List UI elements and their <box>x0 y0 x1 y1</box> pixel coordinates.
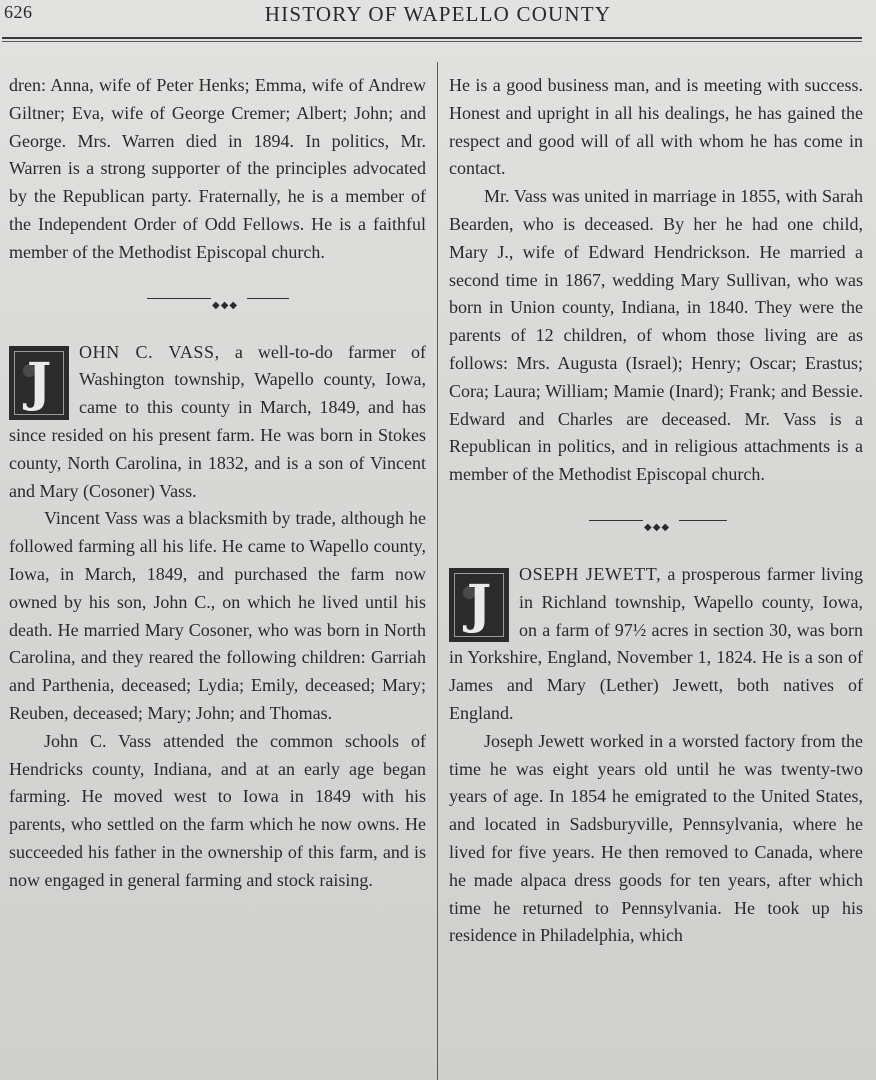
vass-paragraph-2: Vincent Vass was a blacksmith by trade, although he followed farming all his life. He came to Wapello county, Iowa, in March, 1849, and purchased the farm now owned by his son, John C., on which he lived until his death. He married Mary Cosoner, who was born in North Carolina, and they reared the following children: Garriah and Parthenia, deceased; Lydia; Emily, deceased; Mary; Reuben, deceased; Mary; John; and Thomas. <box>9 508 426 723</box>
vass-intro-text: a well-to-do farmer of Washington township, Wapello county, Iowa, came to this county in March, 1849, and has since resided on his present farm. He was born in Stokes county, North Carolina, in 1832, and is a son of Vincent and Mary (Cosoner) Vass. <box>9 341 426 501</box>
right-column <box>449 72 863 950</box>
left-column <box>9 72 426 895</box>
running-title: HISTORY OF WAPELLO COUNTY <box>264 2 612 26</box>
vass-paragraph-3: John C. Vass attended the common schools of Hendricks county, Indiana, and at an early age began farming. He moved west to Iowa in 1849 with his parents, who settled on the farm which he now owns. He succeeded his father in the ownership of this farm, and is now engaged in general farming and stock raising. <box>9 730 426 890</box>
drop-cap-ornament <box>9 346 69 420</box>
vass-heading: OHN C. VASS, <box>79 341 220 362</box>
drop-cap-letter: J <box>466 573 492 635</box>
ornament-line-left <box>147 298 211 299</box>
jewett-heading: OSEPH JEWETT, <box>519 563 662 584</box>
jewett-intro-paragraph <box>449 561 863 728</box>
vass-intro-paragraph <box>9 339 426 506</box>
continued-paragraph: dren: Anna, wife of Peter Henks; Emma, wife of Andrew Giltner; Eva, wife of George Cremer; Albert; John; and George. Mrs. Warren died in 1894. In politics, Mr. Warren is a strong supporter of the principles advocated by the Republican party. Fraternally, he is a member of the Independent Order of Odd Fellows. He is a faithful member of the Methodist Episcopal church. <box>9 75 426 262</box>
ornament-line-right <box>679 520 727 521</box>
drop-cap-ornament <box>449 568 509 642</box>
jewett-intro-text: a prosperous farmer living in Richland township, Wapello county, Iowa, on a farm of 97½ acres in section 30, was born in Yorkshire, England, November 1, 1824. He is a son of James and Mary (Lether) Jewett, both natives of England. <box>449 563 863 723</box>
jewett-paragraph-2: Joseph Jewett worked in a worsted factory from the time he was eight years old until he was twenty-two years of age. In 1854 he emigrated to the United States, and located in Sadsburyville, Pennsylvania, where he lived for five years. He then removed to Canada, where he made alpaca dress goods for ten years, after which time he returned to Pennsylvania. He took up his residence in Philadelphia, which <box>449 730 863 946</box>
header-rule-thin <box>2 41 862 42</box>
section-ornament <box>9 285 426 313</box>
vass-paragraph-5: Mr. Vass was united in marriage in 1855, with Sarah Bearden, who is deceased. By her he had one child, Mary J., wife of Edward Hendrickson. He married a second time in 1867, wedding Mary Sullivan, who was born in Union county, Indiana, in 1840. They were the parents of 12 children, of whom those living are as follows: Mrs. Augusta (Israel); Henry; Oscar; Erastus; Cora; Laura; William; Mamie (Inard); Frank; and Bessie. Edward and Charles are deceased. Mr. Vass is a Republican in politics, and in religious attachments is a member of the Methodist Episcopal church. <box>449 186 863 485</box>
vass-paragraph-4: He is a good business man, and is meeting with success. Honest and upright in all his dealings, he has gained the respect and good will of all with whom he has come in contact. <box>449 75 863 179</box>
page-number: 626 <box>4 2 33 22</box>
header-rule <box>2 37 862 39</box>
drop-cap-letter: J <box>26 351 52 413</box>
column-divider <box>437 62 438 1080</box>
ornament-diamonds: ◆◆◆ <box>644 521 671 533</box>
section-ornament <box>449 507 863 535</box>
page-header <box>0 0 876 44</box>
ornament-diamonds: ◆◆◆ <box>212 299 239 311</box>
ornament-line-left <box>589 520 643 521</box>
ornament-line-right <box>247 298 289 299</box>
